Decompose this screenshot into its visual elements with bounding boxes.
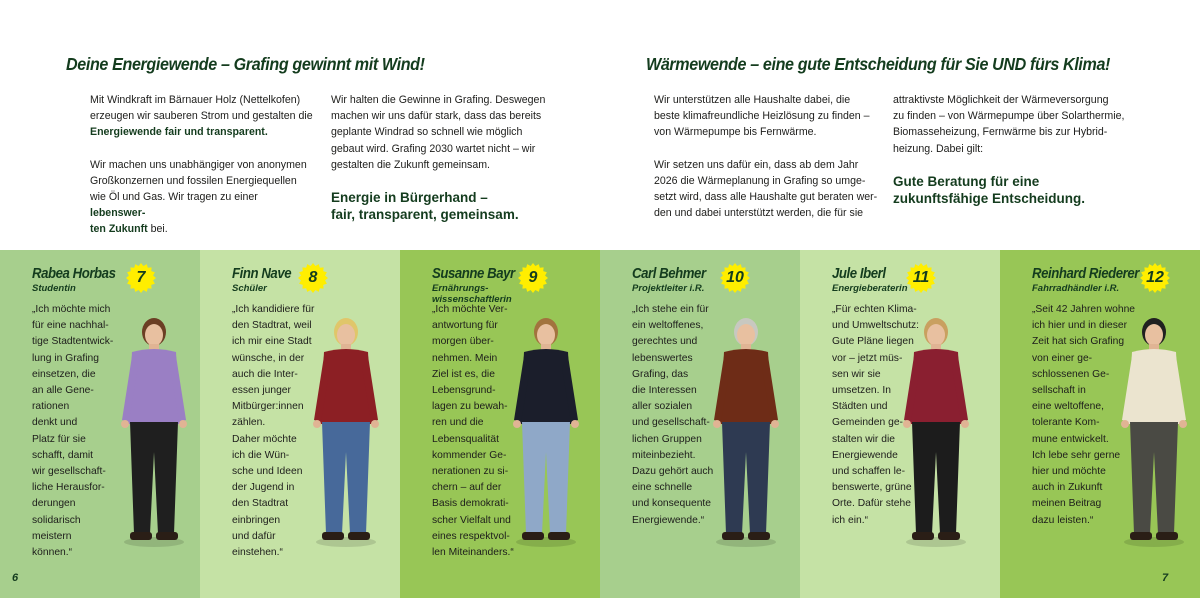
list-number: 8 xyxy=(308,269,318,286)
candidate-name: Jule Iberl xyxy=(832,265,886,282)
list-number-badge xyxy=(720,263,750,293)
candidate-card-7 xyxy=(0,250,200,598)
list-number-badge xyxy=(126,263,156,293)
heat-column-1 xyxy=(654,92,879,237)
page-number-right: 7 xyxy=(1162,572,1169,584)
heat-paragraph-3: attraktivste Möglichkeit der Wärmeversorgung zu finden – von Wärmepumpe über Solarthermie, Biomasseheizung, Fernwärme bis zur Hybrid- heizung. Dabei gilt: xyxy=(893,94,1125,155)
candidate-photo xyxy=(704,312,788,548)
wind-paragraph-2: Wir machen uns unabhängiger von anonymen Großkonzernen und fossilen Energiequellen wie Öl und Gas. Wir tragen zu einer lebenswer- ten Zukunft bei. xyxy=(90,158,307,236)
list-number-badge xyxy=(906,263,936,293)
candidate-quote: „Ich kandidiere für den Stadtrat, weil ich mir eine Stadt wünsche, in der auch die Inter- essen junger Mitbürger:innen zählen. Daher möchte ich die Wün- sche und Ideen der Jugend in den Stadtrat einbringen und dafür einstehen.“ xyxy=(232,304,315,559)
candidate-card-9 xyxy=(400,250,600,598)
candidate-quote: „Ich möchte mich für eine nachhal- tige Stadtentwick- lung in Grafing einsetzen, die an alle Gene- rationen denkt und Platz für sie schafft, damit wir gesellschaft- liche Herausfor- derungen solidarisch meistern können.“ xyxy=(32,304,114,559)
list-number: 9 xyxy=(528,269,538,286)
candidate-role: Fahrradhändler i.R. xyxy=(1032,283,1120,294)
candidate-quote: „Seit 42 Jahren wohne ich hier und in dieser Zeit hat sich Grafing von einer ge- schlossenen Ge- sellschaft in eine weltoffene, tolerante Kom- mune entwickelt. Ich lebe sehr gerne hier und möchte auch in Zukunft meinen Beitrag dazu leisten.“ xyxy=(1032,304,1136,526)
wind-column-2 xyxy=(331,92,556,223)
candidate-card-12 xyxy=(1000,250,1200,598)
candidate-card-11 xyxy=(800,250,1000,598)
candidate-quote: „Ich stehe ein für ein weltoffenes, gerechtes und lebenswertes Grafing, das die Interessen aller sozialen und gesellschaft- lichen Gruppen miteinbezieht. Dazu gehört auch eine schnelle und konsequente Energiewende.“ xyxy=(632,304,714,526)
list-number-badge xyxy=(518,263,548,293)
candidate-panels xyxy=(0,250,1200,598)
list-number-badge xyxy=(1140,263,1170,293)
heat-paragraph-1: Wir unterstützen alle Haushalte dabei, die beste klimafreundliche Heizlösung zu finden – von Wärmepumpe bis Fernwärme. xyxy=(654,94,870,139)
list-number-badge xyxy=(298,263,328,293)
candidate-card-8 xyxy=(200,250,400,598)
list-number: 10 xyxy=(726,269,744,286)
list-number: 7 xyxy=(136,269,146,286)
wind-paragraph-3: Wir halten die Gewinne in Grafing. Deswegen machen wir uns dafür stark, dass das bereits geplante Windrad so schnell wie möglich gebaut wird. Grafing 2030 wartet nicht – wir gestalten die Zukunft gemeinsam. xyxy=(331,94,546,171)
candidate-role: Studentin xyxy=(32,283,76,294)
page-number-left: 6 xyxy=(12,572,19,584)
candidate-name: Finn Nave xyxy=(232,265,292,282)
candidate-photo xyxy=(304,312,388,548)
top-text-area xyxy=(0,0,1200,250)
left-headline: Deine Energiewende – Grafing gewinnt mit Wind! xyxy=(66,54,425,74)
candidate-photo xyxy=(894,312,978,548)
candidate-photo xyxy=(112,312,196,548)
heat-paragraph-2: Wir setzen uns dafür ein, dass ab dem Jahr 2026 die Wärmeplanung in Grafing so umge- setzt wird, dass alle Haushalte gut beraten wer- den und dabei unterstützt werden, die für sie xyxy=(654,158,878,220)
candidate-name: Susanne Bayr xyxy=(432,265,515,282)
candidate-quote: „Für echten Klima- und Umweltschutz: Gute Pläne liegen vor – jetzt müs- sen wir sie umsetzen. In Städten und Gemeinden ge- stalten wir die Energiewende und schaffen le- benswerte, grüne Orte. Dafür stehe ich ein.“ xyxy=(832,304,919,526)
candidate-photo xyxy=(504,312,588,548)
wind-paragraph-1: Mit Windkraft im Bärnauer Holz (Nettelkofen) erzeugen wir sauberen Strom und gestalten die Energiewende fair und transparent. xyxy=(90,94,313,139)
candidate-name: Carl Behmer xyxy=(632,265,706,282)
candidate-name: Rabea Horbas xyxy=(32,265,116,282)
candidate-name: Reinhard Riederer xyxy=(1032,265,1139,282)
candidate-photo xyxy=(1112,312,1196,548)
candidate-role: Ernährungs- wissenschaftlerin xyxy=(432,283,512,305)
candidate-role: Schüler xyxy=(232,283,267,294)
candidate-card-10 xyxy=(600,250,800,598)
right-headline: Wärmewende – eine gute Entscheidung für Sie UND fürs Klima! xyxy=(646,54,1111,74)
list-number: 12 xyxy=(1146,269,1164,286)
candidate-quote: „Ich möchte Ver- antwortung für morgen über- nehmen. Mein Ziel ist es, die Lebensgrund- lagen zu bewah- ren und die Lebensqualität kommender Ge- nerationen zu si- chern – auf der Basis demokrati- scher Vielfalt und eines respektvol- len Miteinanders.“ xyxy=(432,304,514,559)
candidate-role: Projektleiter i.R. xyxy=(632,283,705,294)
list-number: 11 xyxy=(912,269,930,286)
candidate-role: Energieberaterin xyxy=(832,283,908,294)
wind-column-1 xyxy=(90,92,315,254)
heat-column-2 xyxy=(893,92,1131,207)
wind-claim: Energie in Bürgerhand – fair, transparent, gemeinsam. xyxy=(331,190,519,223)
heat-claim: Gute Beratung für eine zukunftsfähige Entscheidung. xyxy=(893,173,1086,206)
